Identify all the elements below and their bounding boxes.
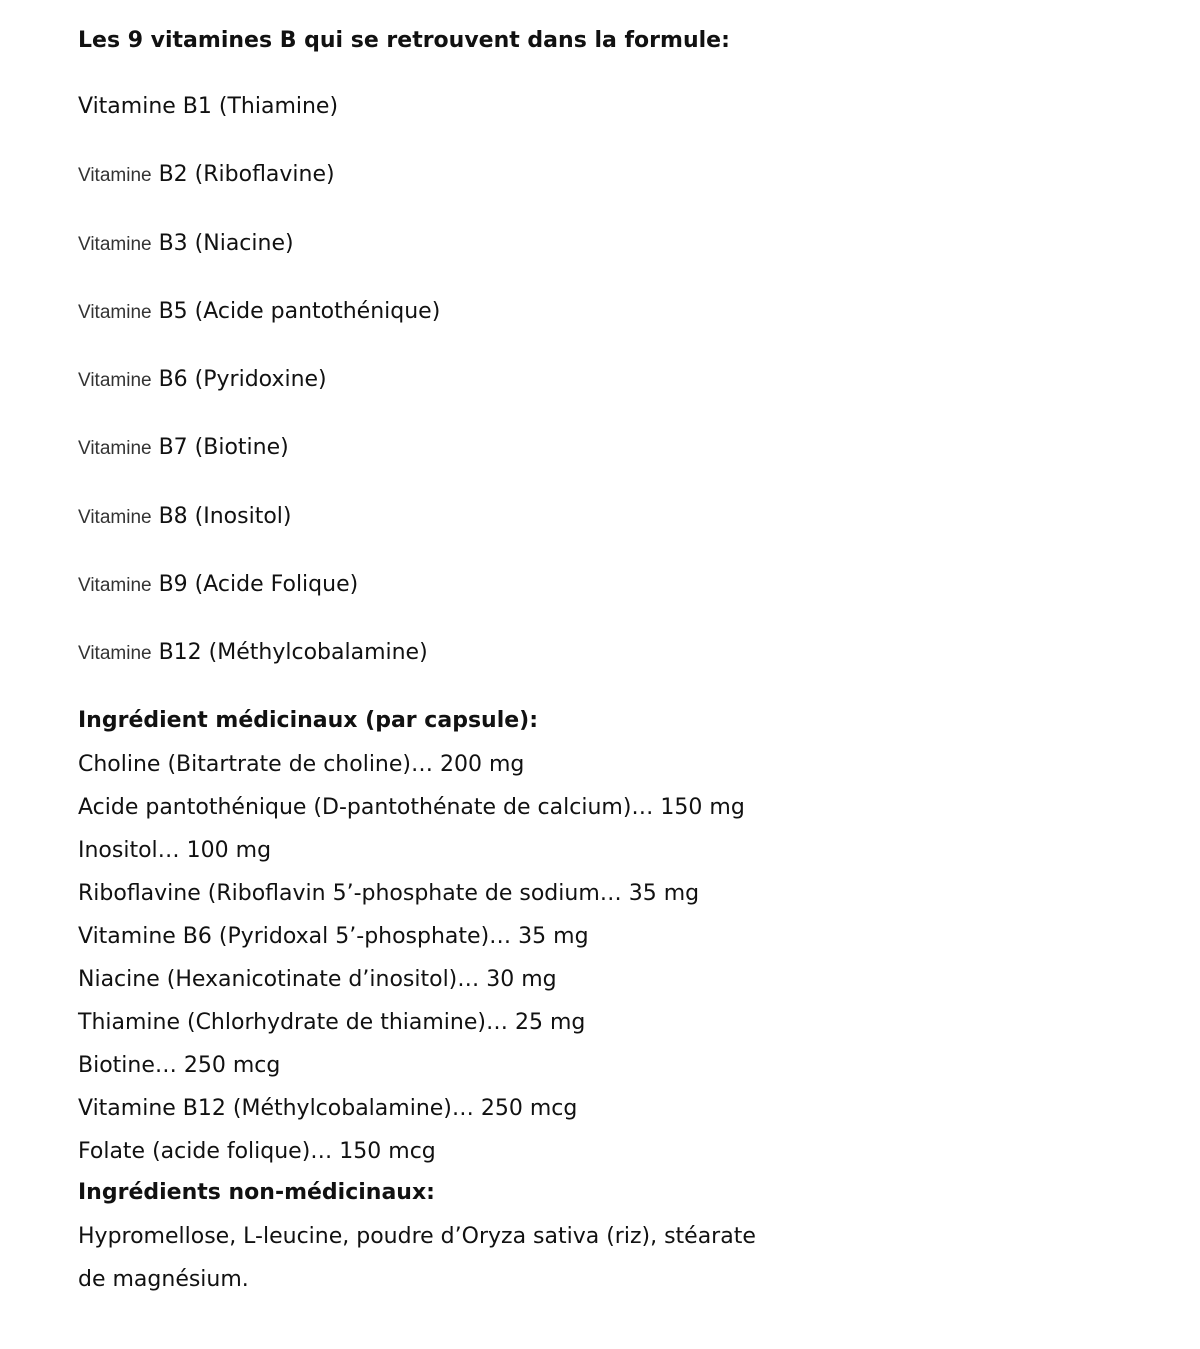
- vitamin-item: [78, 364, 440, 432]
- vitamin-prefix: Vitamine: [78, 575, 152, 597]
- vitamin-prefix: Vitamine: [78, 438, 152, 460]
- vitamin-prefix: Vitamine: [78, 301, 152, 323]
- vitamin-item: [78, 296, 440, 364]
- vitamins-heading: Les 9 vitamines B qui se retrouvent dans la formule:: [78, 28, 730, 53]
- ingredient-item: Vitamine B6 (Pyridoxal 5’-phosphate)… 35 mg: [78, 924, 589, 949]
- vitamin-prefix: Vitamine: [78, 165, 152, 187]
- vitamin-name: B6 (Pyridoxine): [151, 367, 327, 393]
- vitamin-item: [78, 569, 440, 637]
- vitamin-prefix: Vitamine: [78, 233, 152, 255]
- vitamin-item: [78, 432, 440, 500]
- non-medicinal-ingredients-heading: Ingrédients non-médicinaux:: [78, 1180, 435, 1205]
- vitamin-prefix: Vitamine: [78, 506, 152, 528]
- ingredient-item: Inositol… 100 mg: [78, 838, 272, 863]
- vitamin-prefix: Vitamine: [78, 94, 176, 119]
- vitamin-name: B8 (Inositol): [151, 503, 292, 529]
- medicinal-ingredients-heading: Ingrédient médicinaux (par capsule):: [78, 708, 539, 733]
- ingredient-item: Thiamine (Chlorhydrate de thiamine)… 25 mg: [78, 1010, 586, 1035]
- vitamins-list: [78, 91, 440, 706]
- vitamin-item: [78, 637, 440, 705]
- vitamin-name: B12 (Méthylcobalamine): [151, 640, 428, 666]
- vitamin-item: [78, 501, 440, 569]
- vitamin-name: B7 (Biotine): [151, 435, 289, 461]
- ingredient-item: Biotine… 250 mcg: [78, 1053, 281, 1078]
- medicinal-ingredients-list: [78, 743, 745, 1173]
- vitamin-name: B1 (Thiamine): [175, 94, 339, 119]
- vitamin-name: B5 (Acide pantothénique): [151, 298, 441, 324]
- ingredient-item: Acide pantothénique (D-pantothénate de calcium)… 150 mg: [78, 795, 745, 820]
- vitamin-name: B9 (Acide Folique): [151, 572, 359, 598]
- non-medicinal-ingredients-text: Hypromellose, L-leucine, poudre d’Oryza sativa (riz), stéarate de magnésium.: [78, 1224, 756, 1292]
- vitamin-prefix: Vitamine: [78, 643, 152, 665]
- ingredient-item: Folate (acide folique)… 150 mcg: [78, 1139, 436, 1164]
- vitamin-name: B3 (Niacine): [151, 230, 294, 256]
- ingredient-item: Vitamine B12 (Méthylcobalamine)… 250 mcg: [78, 1096, 578, 1121]
- vitamin-item: [78, 91, 440, 159]
- vitamin-item: [78, 159, 440, 227]
- ingredient-item: Niacine (Hexanicotinate d’inositol)… 30 mg: [78, 967, 557, 992]
- ingredient-item: Choline (Bitartrate de choline)… 200 mg: [78, 752, 525, 777]
- vitamin-name: B2 (Riboflavine): [151, 162, 335, 188]
- vitamin-prefix: Vitamine: [78, 370, 152, 392]
- ingredient-item: Riboflavine (Riboflavin 5’-phosphate de sodium… 35 mg: [78, 881, 700, 906]
- vitamin-item: [78, 228, 440, 296]
